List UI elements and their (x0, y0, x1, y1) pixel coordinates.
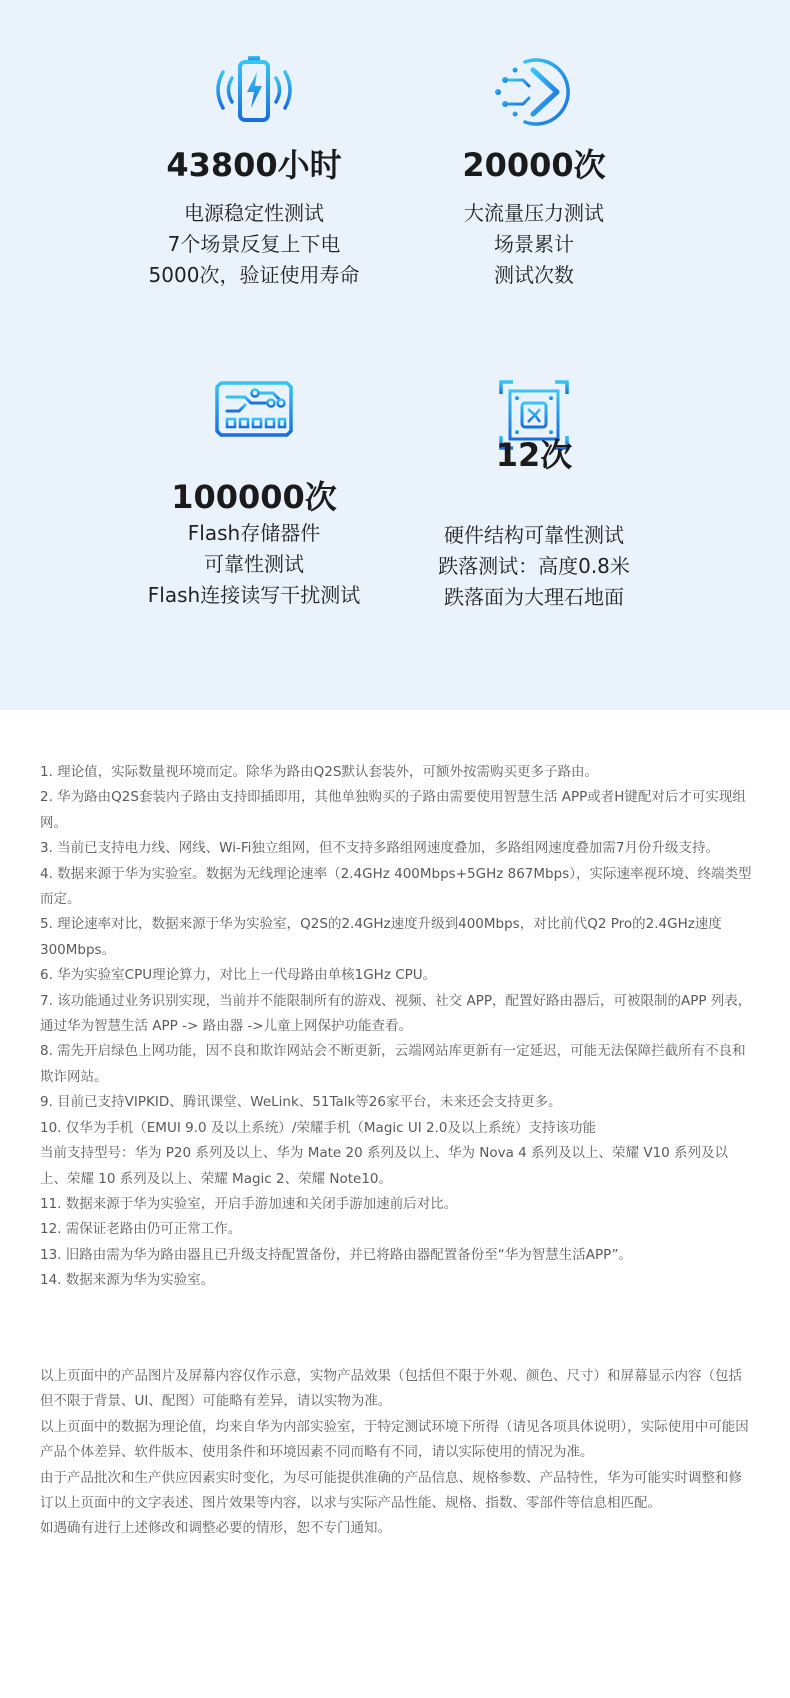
footnote: 11. 数据来源于华为实验室，开启手游加速和关闭手游加速前后对比。 (40, 1195, 458, 1212)
footnote: 8. 需先开启绿色上网功能，因不良和欺诈网站会不断更新，云端网站库更新有一定延迟，可能无法保障拦截所有不良和欺诈网站。 (40, 1043, 746, 1085)
footnote: 3. 当前已支持电力线、网线、Wi-Fi独立组网，但不支持多路组网速度叠加，多路组网速度叠加需7月份升级支持。 (40, 840, 719, 857)
footnote: 4. 数据来源于华为实验室。数据为无线理论速率（2.4GHz 400Mbps+5GHz 867Mbps），实际速率视环境、终端类型而定。 (40, 865, 752, 908)
stat-description-line: Flash连接读写干扰测试 (147, 583, 361, 607)
disclaimer (40, 1364, 754, 1542)
disclaimer-paragraph: 以上页面中的产品图片及屏幕内容仅作示意，实物产品效果（包括但不限于外观、颜色、尺寸）和屏幕显示内容（包括但不限于背景、UI、配图）可能略有差异，请以实物为准。 (40, 1368, 742, 1410)
stat-description-line: 跌落测试：高度0.8米 (438, 554, 630, 578)
stat-value: 100000次 (171, 478, 337, 516)
battery-signal-icon (209, 50, 299, 130)
stat-description-line: 7个场景反复上下电 (167, 232, 341, 256)
footnote: 当前支持型号：华为 P20 系列及以上、华为 Mate 20 系列及以上、华为 Nova 4 系列及以上、荣耀 V10 系列及以上、荣耀 10 系列及以上、荣耀 Magic 2、荣耀 Note10。 (40, 1145, 729, 1187)
disclaimer-paragraph: 如遇确有进行上述修改和调整必要的情形，恕不专门通知。 (40, 1520, 391, 1537)
footnote: 1. 理论值，实际数量视环境而定。除华为路由Q2S默认套装外，可额外按需购买更多子路由。 (40, 764, 598, 780)
stat-description-line: 电源稳定性测试 (184, 201, 324, 225)
stat-description-line: 可靠性测试 (204, 552, 304, 576)
stat-hardware-structure (354, 330, 714, 660)
footnote: 7. 该功能通过业务识别实现，当前并不能限制所有的游戏、视频、社交 APP，配置好路由器后，可被限制的APP 列表，通过华为智慧生活 APP -> 路由器 ->儿童上网保护功能查看。 (40, 992, 752, 1035)
stat-description (354, 520, 714, 613)
footnote: 5. 理论速率对比，数据来源于华为实验室，Q2S的2.4GHz速度升级到400Mbps，对比前代Q2 Pro的2.4GHz速度300Mbps。 (40, 916, 722, 958)
stat-value: 12次 (495, 436, 573, 474)
disclaimer-paragraph: 由于产品批次和生产供应因素实时变化，为尽可能提供准确的产品信息、规格参数、产品特性，华为可能实时调整和修订以上页面中的文字表述、图片效果等内容，以求与实际产品性能、规格、指数、零部件等信息相匹配。 (40, 1469, 742, 1512)
footnote: 14. 数据来源为华为实验室。 (40, 1272, 215, 1289)
stats-panel (0, 0, 790, 710)
stat-description (354, 198, 714, 291)
footnote: 12. 需保证老路由仍可正常工作。 (40, 1221, 242, 1238)
stat-value: 20000次 (462, 146, 606, 184)
footnote: 10. 仅华为手机（EMUI 9.0 及以上系统）/荣耀手机（Magic UI 2.0及以上系统）支持该功能 (40, 1119, 596, 1136)
flash-memory-chip-icon (209, 375, 299, 445)
stat-high-traffic (354, 0, 714, 330)
stat-value: 43800小时 (166, 146, 342, 184)
stat-description-line: 场景累计 (494, 232, 574, 256)
stat-description-line: 大流量压力测试 (464, 201, 604, 225)
data-flow-arrow-icon (489, 52, 579, 132)
disclaimer-paragraph: 以上页面中的数据为理论值，均来自华为内部实验室，于特定测试环境下所得（请见各项具体说明），实际使用中可能因产品个体差异、软件版本、使用条件和环境因素不同而略有不同，请以实际使用的情况为准。 (40, 1418, 749, 1461)
footnote: 6. 华为实验室CPU理论算力，对比上一代母路由单核1GHz CPU。 (40, 967, 437, 984)
stat-description-line: 测试次数 (494, 263, 574, 287)
stat-description-line: 5000次，验证使用寿命 (148, 263, 360, 287)
footnote: 9. 目前已支持VIPKID、腾讯课堂、WeLink、51Talk等26家平台，未来还会支持更多。 (40, 1094, 562, 1111)
footnotes (40, 760, 754, 1294)
footnote: 13. 旧路由需为华为路由器且已升级支持配置备份，并已将路由器配置备份至“华为智慧生活APP”。 (40, 1246, 633, 1263)
footnote: 2. 华为路由Q2S套装内子路由支持即插即用，其他单独购买的子路由需要使用智慧生活 APP或者H键配对后才可实现组网。 (40, 789, 746, 831)
stat-description-line: Flash存储器件 (187, 521, 321, 545)
stat-description-line: 硬件结构可靠性测试 (444, 523, 624, 547)
stat-description-line: 跌落面为大理石地面 (444, 585, 624, 609)
